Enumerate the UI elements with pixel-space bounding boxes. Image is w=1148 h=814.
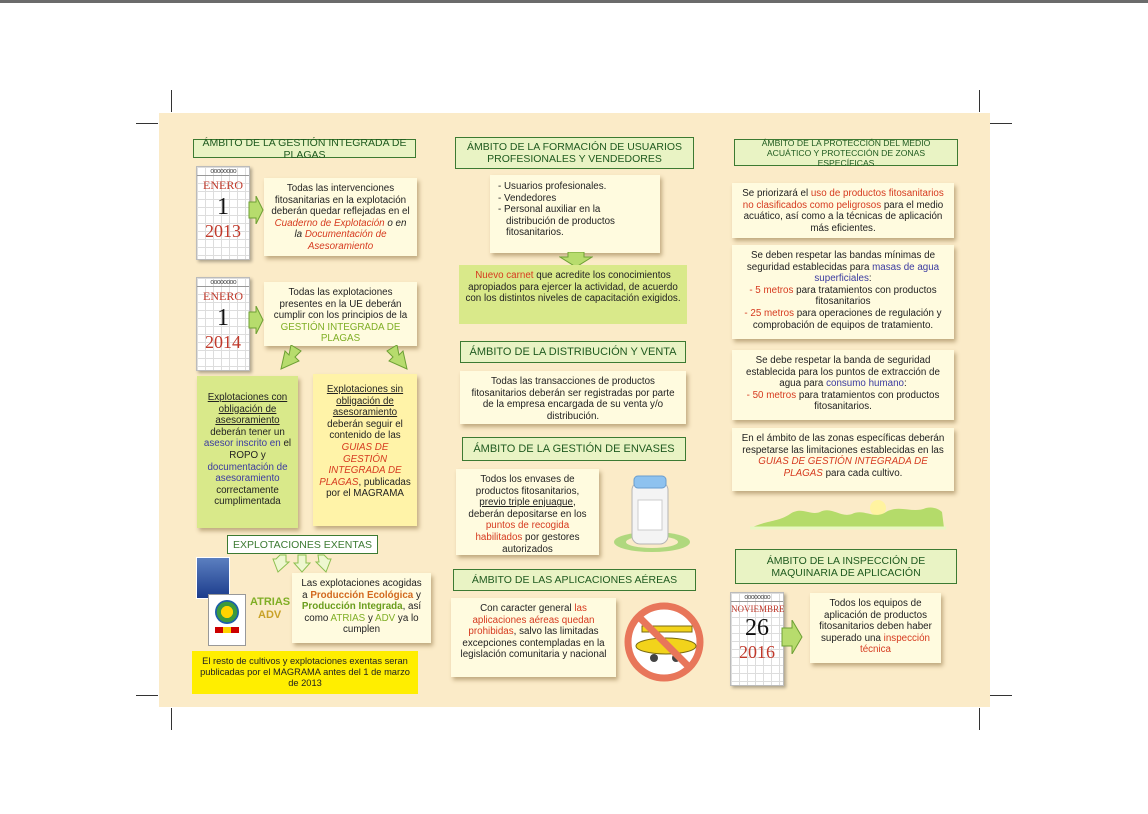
text: , así como [304,601,422,624]
crop-mark [136,123,158,124]
highlight-green: Producción Integrada [301,601,403,613]
text: Se deben respetar las bandas mínimas de seguridad establecidas para [746,250,936,273]
text: para el medio acuático, así como a la técnicas de aplicación más eficientes. [743,199,944,234]
list-item: - Vendedores [498,192,557,204]
text: Se debe respetar la banda de seguridad establecida para los puntos de extracción de agua para [746,355,940,390]
highlight-blue: asesor inscrito en [203,438,281,450]
arrow-right-icon [248,196,264,224]
crop-mark [136,695,158,696]
text: , publicadas por el MAGRAMA [326,476,411,500]
header-formacion-usuarios: ÁMBITO DE LA FORMACIÓN DE USUARIOS PROFESIONALES Y VENDEDORES [455,137,694,169]
header-medio-acuatico: ÁMBITO DE LA PROTECCIÓN DEL MEDIO ACUÁTICO Y PROTECCIÓN DE ZONAS ESPECÍFICAS [734,139,958,166]
text: el ROPO y [229,438,292,461]
text: y [367,612,373,624]
text: Todas las explotaciones presentes en la UE deberán cumplir con los principios de la [273,287,408,322]
text: Todas las intervenciones fitosanitarias en la explotación deberán quedar reflejadas en el [271,183,410,218]
highlight-green: ATRIAS [330,612,366,624]
box-distribucion-venta: Todas las transacciones de productos fitosanitarios deberán ser registradas por parte de la empresa encargada de su venta y/o distribución. [460,371,686,424]
arrow-down-left-icon [279,345,303,371]
highlight-blue: consumo humano [826,378,904,390]
text: por gestores autorizados [502,531,580,555]
highlight-red: - 25 metros [744,307,794,319]
window-top-bar [0,0,1148,3]
highlight-red: puntos de recogida habilitados [475,520,570,543]
crop-mark [990,695,1012,696]
text-underlined: previo triple enjuague [479,497,573,509]
calendar-icon-2013: oooooooo ENERO 1 2013 [196,166,250,260]
crop-mark [979,708,980,730]
calendar-day: 1 [217,305,229,331]
calendar-month: ENERO [203,178,243,192]
landscape-icon [750,494,946,534]
list-item: - Personal auxiliar en la distribución de productos fitosanitarios. [498,204,615,239]
box-consumo-humano [732,350,954,420]
text: para tratamientos con productos fitosanitarios [796,284,937,308]
text: deberán tener un [210,426,285,438]
calendar-month: NOVIEMBRE [731,604,785,614]
box-sin-asesoramiento [313,374,417,526]
text: : [904,378,907,390]
arrows-down-icon [268,553,338,573]
text: Se priorizará el [742,188,809,199]
box-bandas-minimas [732,245,954,339]
bottle-icon [612,472,696,558]
calendar-year: 2016 [739,642,775,662]
highlight-green: ADV [375,612,396,624]
box-nuevo-carnet [459,265,687,324]
highlight-red: inspección técnica [859,632,930,656]
highlight-blue: documentación de asesoramiento [207,461,288,485]
box-cuaderno-explotacion [264,178,417,256]
calendar-icon-2016: oooooooo NOVIEMBRE 26 2016 [730,592,784,686]
text: para operaciones de regulación y comprobación de equipos de tratamiento. [752,307,942,331]
text: , salvo las limitadas excepciones contempladas en la legislación comunitaria y nacional [460,626,607,661]
header-aplicaciones-aereas: ÁMBITO DE LAS APLICACIONES AÉREAS [453,569,696,591]
crop-mark [171,90,172,112]
text: y [415,589,421,601]
highlight-red: uso de productos fitosanitarios no clasificados como peligrosos [742,188,944,211]
calendar-day: 26 [745,615,769,641]
box-aplicaciones-aereas [451,598,616,677]
crop-mark [979,90,980,112]
box-gestion-envases [456,469,599,555]
highlight-red: - 5 metros [749,284,794,296]
text-underlined: Explotaciones sin obligación de asesoramiento [326,384,404,419]
header-distribucion-venta: ÁMBITO DE LA DISTRIBUCIÓN Y VENTA [460,341,686,363]
text: , deberán depositarse en los [468,497,587,520]
text: Las explotaciones acogidas a [301,578,422,601]
highlight-red: Cuaderno de Explotación [274,217,385,229]
no-airplane-icon [620,600,712,686]
highlight-red: Nuevo carnet [475,270,534,281]
highlight-red: las aplicaciones aéreas quedan prohibidas [468,603,595,638]
note-magrama-2013: El resto de cultivos y explotaciones exentas seran publicadas por el MAGRAMA antes del 1 de marzo de 2013 [192,651,418,694]
arrow-right-icon [781,620,803,654]
highlight-red: GUIAS DE GESTIÓN INTEGRADA DE PLAGAS [319,441,402,488]
highlight-blue: masas de agua superficiales [814,261,940,285]
crop-mark [990,123,1012,124]
box-con-asesoramiento [197,376,298,528]
atrias-logo-text: ATRIAS [250,596,291,608]
calendar-year: 2014 [205,332,241,352]
text: que acredite los conocimientos apropiados para ejercer la actividad, de acuerdo con los distintos niveles de capacitación exigidos. [465,270,681,305]
highlight-green: GESTIÓN INTEGRADA DE PLAGAS [280,321,401,345]
highlight-red: - 50 metros [746,389,797,401]
highlight-red: Documentación de Asesoramiento [304,229,387,252]
box-usuarios-list [490,175,660,253]
text: para cada cultivo. [825,467,903,479]
text: correctamente cumplimentada [214,484,281,508]
text: : [868,273,872,285]
box-explotaciones-ue [264,282,417,346]
header-gestion-integrada: ÁMBITO DE LA GESTIÓN INTEGRADA DE PLAGAS [193,139,416,158]
calendar-icon-2014: oooooooo ENERO 1 2014 [196,277,250,371]
text: para tratamientos con productos fitosanitarios. [798,389,940,413]
header-explotaciones-exentas: EXPLOTACIONES EXENTAS [227,535,378,554]
text: Todos los equipos de aplicación de productos fitosanitarios deben haber superado una [819,598,932,644]
box-inspeccion-tecnica [810,593,941,663]
text: Con caracter general [480,603,572,614]
text: En el ámbito de las zonas específicas deberán respetarse las limitaciones establecidas en las [741,433,945,456]
produccion-ecologica-logo [196,557,230,599]
highlight-red: GUIAS DE GESTIÓN INTEGRADA DE PLAGAS [758,456,928,479]
arrow-down-right-icon [385,345,409,371]
calendar-day: 1 [217,194,229,220]
list-item: - Usuarios profesionales. [498,181,607,192]
calendar-year: 2013 [205,221,241,241]
header-gestion-envases: ÁMBITO DE LA GESTIÓN DE ENVASES [462,437,686,461]
adv-logo-text: ADV [258,609,282,621]
box-exentas-info [292,573,431,643]
text: deberán seguir el contenido de las [327,418,403,442]
calendar-month: ENERO [203,289,243,303]
box-uso-productos [732,183,954,238]
crop-mark [171,708,172,730]
header-inspeccion-maquinaria: ÁMBITO DE LA INSPECCIÓN DE MAQUINARIA DE APLICACIÓN [735,549,957,584]
text: ya lo cumplen [342,612,419,636]
text-underlined: Explotaciones con obligación de asesoramiento [207,392,288,427]
text: Todos los envases de productos fitosanitarios, [475,474,580,497]
produccion-integrada-logo [208,594,246,646]
arrow-right-icon [248,306,264,334]
highlight-orange: Producción Ecológica [310,589,414,601]
text: o en la [294,217,407,241]
box-zonas-especificas [732,428,954,491]
